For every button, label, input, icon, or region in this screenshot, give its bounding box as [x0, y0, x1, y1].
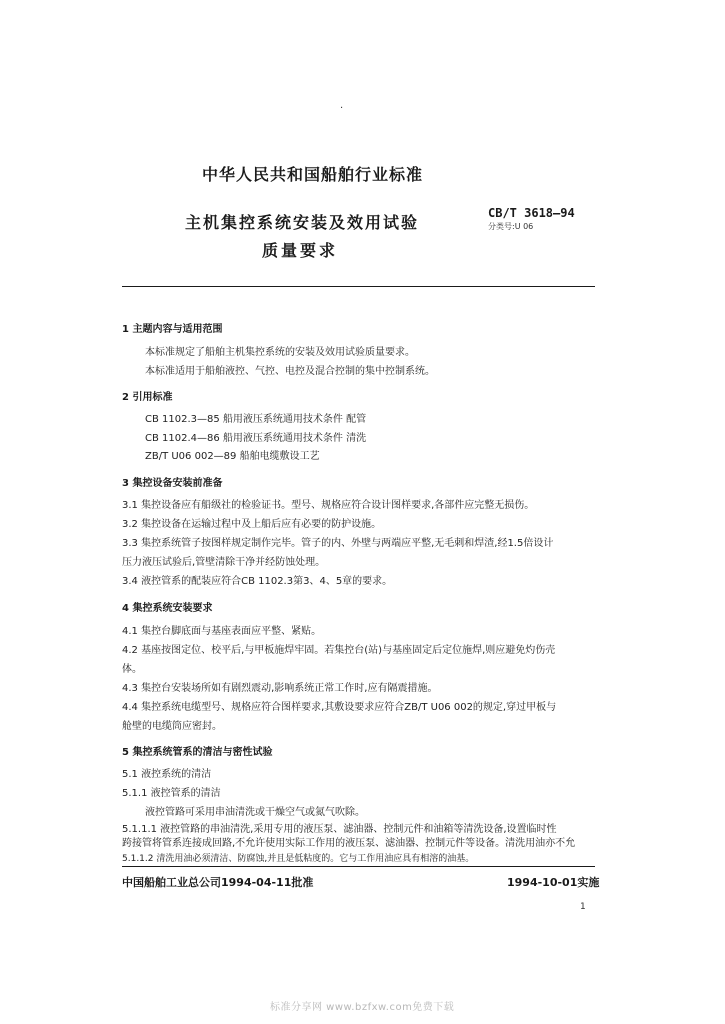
- issuing-organization: 中华人民共和国船舶行业标准: [202, 165, 424, 184]
- paragraph: 液控管路可采用串油清洗或干燥空气或氮气吹除。: [145, 807, 365, 818]
- document-title-line1: 主机集控系统安装及效用试验: [185, 213, 420, 232]
- section-heading: 1 主题内容与适用范围: [122, 324, 223, 335]
- standard-code: CB/T 3618—94: [488, 206, 575, 220]
- page-number: 1: [580, 902, 586, 912]
- effective-date: 1994-10-01实施: [507, 876, 600, 889]
- paragraph: 本标准规定了船舶主机集控系统的安装及效用试验质量要求。: [145, 347, 415, 358]
- clause-continuation: 体。: [122, 664, 142, 675]
- clause: 3.4 液控管系的配装应符合CB 1102.3第3、4、5章的要求。: [122, 576, 393, 587]
- clause-continuation: 跨接管将管系连接成回路,不允许使用实际工作用的液压泵、滤油器、控制元件等设备。清洗用油亦不允: [122, 838, 576, 849]
- reference-item: ZB/T U06 002—89 船舶电缆敷设工艺: [145, 451, 320, 462]
- clause-continuation: 舱壁的电缆筒应密封。: [122, 721, 222, 732]
- classification-number: 分类号:U 06: [488, 222, 534, 231]
- approval-line: 中国船舶工业总公司1994-04-11批准: [122, 876, 314, 889]
- section-heading: 5 集控系统管系的清洁与密性试验: [122, 747, 273, 758]
- clause: 4.3 集控台安装场所如有剧烈震动,影响系统正常工作时,应有隔震措施。: [122, 683, 438, 694]
- watermark-text: 标准分享网 www.bzfxw.com免费下载: [270, 1002, 455, 1013]
- clause: 3.1 集控设备应有船级社的检验证书。型号、规格应符合设计图样要求,各部件应完整无损伤。: [122, 500, 535, 511]
- section-heading: 4 集控系统安装要求: [122, 603, 213, 614]
- section-heading: 2 引用标准: [122, 392, 173, 403]
- clause: 3.2 集控设备在运输过程中及上船后应有必要的防护设施。: [122, 519, 382, 530]
- clause: 4.1 集控台脚底面与基座表面应平整、紧贴。: [122, 626, 322, 637]
- clause: 5.1.1.1 液控管路的串油清洗,采用专用的液压泵、滤油器、控制元件和油箱等清洗设备,设置临时性: [122, 824, 557, 835]
- paragraph: 本标准适用于船舶液控、气控、电控及混合控制的集中控制系统。: [145, 366, 435, 377]
- clause-continuation: 压力液压试验后,管壁清除干净并经防蚀处理。: [122, 557, 326, 568]
- clause: 3.3 集控系统管子按图样规定制作完毕。管子的内、外壁与两端应平整,无毛刺和焊渣,经1.5倍设计: [122, 538, 554, 549]
- reference-item: CB 1102.4—86 船用液压系统通用技术条件 清洗: [145, 433, 367, 444]
- header-divider: [122, 286, 595, 287]
- reference-item: CB 1102.3—85 船用液压系统通用技术条件 配管: [145, 414, 367, 425]
- document-title-line2: 质量要求: [262, 241, 339, 260]
- clause: 4.4 集控系统电缆型号、规格应符合图样要求,其敷设要求应符合ZB/T U06 002的规定,穿过甲板与: [122, 702, 557, 713]
- subclause-heading: 5.1 液控系统的清洁: [122, 769, 212, 780]
- footer-divider: [122, 866, 595, 867]
- clause: 4.2 基座按图定位、校平后,与甲板施焊牢固。若集控台(站)与基座固定后定位施焊,则应避免灼伤壳: [122, 645, 556, 656]
- section-heading: 3 集控设备安装前准备: [122, 478, 223, 489]
- clause-last: 5.1.1.2 清洗用油必须清洁、防腐蚀,并且是低粘度的。它与工作用油应具有相溶的油基。: [122, 854, 475, 864]
- subclause-heading: 5.1.1 液控管系的清洁: [122, 788, 221, 799]
- header-dot: .: [340, 100, 344, 111]
